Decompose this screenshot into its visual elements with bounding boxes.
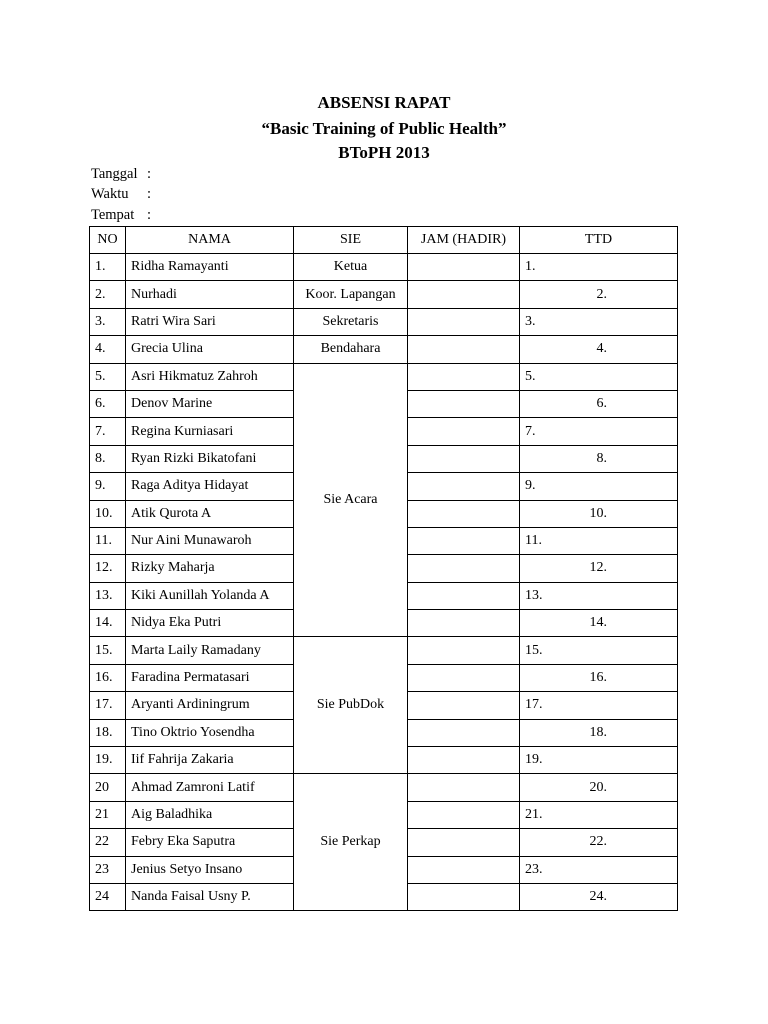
meta-separator: : (147, 186, 152, 202)
cell-no: 3. (90, 308, 126, 335)
cell-jam-hadir[interactable] (408, 418, 520, 445)
cell-ttd[interactable]: 20. (520, 774, 678, 801)
cell-jam-hadir[interactable] (408, 336, 520, 363)
cell-nama: Kiki Aunillah Yolanda A (126, 582, 294, 609)
cell-jam-hadir[interactable] (408, 582, 520, 609)
cell-no: 4. (90, 336, 126, 363)
cell-no: 8. (90, 445, 126, 472)
cell-ttd[interactable]: 14. (520, 610, 678, 637)
header-nama: NAMA (126, 227, 294, 254)
cell-nama: Nanda Faisal Usny P. (126, 883, 294, 910)
cell-ttd[interactable]: 19. (520, 747, 678, 774)
cell-jam-hadir[interactable] (408, 555, 520, 582)
cell-nama: Marta Laily Ramadany (126, 637, 294, 664)
cell-jam-hadir[interactable] (408, 254, 520, 281)
cell-no: 7. (90, 418, 126, 445)
cell-nama: Aig Baladhika (126, 801, 294, 828)
cell-nama: Aryanti Ardiningrum (126, 692, 294, 719)
cell-nama: Iif Fahrija Zakaria (126, 747, 294, 774)
cell-ttd[interactable]: 6. (520, 390, 678, 417)
meta-label: Tanggal (91, 166, 138, 182)
meta-waktu (91, 184, 151, 204)
cell-jam-hadir[interactable] (408, 500, 520, 527)
table-row (90, 363, 678, 390)
cell-sie: Sie Acara (294, 363, 408, 637)
cell-jam-hadir[interactable] (408, 747, 520, 774)
cell-jam-hadir[interactable] (408, 829, 520, 856)
cell-nama: Febry Eka Saputra (126, 829, 294, 856)
cell-ttd[interactable]: 4. (520, 336, 678, 363)
cell-jam-hadir[interactable] (408, 856, 520, 883)
cell-ttd[interactable]: 12. (520, 555, 678, 582)
cell-sie: Koor. Lapangan (294, 281, 408, 308)
cell-sie: Bendahara (294, 336, 408, 363)
cell-no: 18. (90, 719, 126, 746)
cell-jam-hadir[interactable] (408, 308, 520, 335)
cell-no: 2. (90, 281, 126, 308)
cell-ttd[interactable]: 10. (520, 500, 678, 527)
event-name: BToPH 2013 (338, 143, 430, 162)
cell-ttd[interactable]: 1. (520, 254, 678, 281)
cell-nama: Tino Oktrio Yosendha (126, 719, 294, 746)
attendance-table (89, 226, 678, 911)
cell-jam-hadir[interactable] (408, 637, 520, 664)
cell-ttd[interactable]: 3. (520, 308, 678, 335)
cell-nama: Ridha Ramayanti (126, 254, 294, 281)
cell-nama: Nurhadi (126, 281, 294, 308)
cell-no: 13. (90, 582, 126, 609)
cell-jam-hadir[interactable] (408, 527, 520, 554)
cell-no: 6. (90, 390, 126, 417)
meta-separator: : (147, 166, 152, 182)
cell-no: 19. (90, 747, 126, 774)
cell-nama: Ahmad Zamroni Latif (126, 774, 294, 801)
meta-tanggal (91, 164, 151, 184)
cell-jam-hadir[interactable] (408, 363, 520, 390)
cell-ttd[interactable]: 11. (520, 527, 678, 554)
cell-no: 23 (90, 856, 126, 883)
table-row (90, 637, 678, 664)
cell-no: 20 (90, 774, 126, 801)
cell-jam-hadir[interactable] (408, 692, 520, 719)
cell-ttd[interactable]: 22. (520, 829, 678, 856)
cell-ttd[interactable]: 17. (520, 692, 678, 719)
cell-nama: Regina Kurniasari (126, 418, 294, 445)
table-body (90, 254, 678, 911)
cell-jam-hadir[interactable] (408, 610, 520, 637)
cell-nama: Ratri Wira Sari (126, 308, 294, 335)
cell-ttd[interactable]: 18. (520, 719, 678, 746)
cell-ttd[interactable]: 24. (520, 883, 678, 910)
table-row (90, 336, 678, 363)
header-ttd: TTD (520, 227, 678, 254)
cell-ttd[interactable]: 8. (520, 445, 678, 472)
cell-jam-hadir[interactable] (408, 719, 520, 746)
cell-ttd[interactable]: 5. (520, 363, 678, 390)
cell-no: 24 (90, 883, 126, 910)
cell-no: 16. (90, 664, 126, 691)
cell-no: 11. (90, 527, 126, 554)
cell-nama: Atik Qurota A (126, 500, 294, 527)
cell-jam-hadir[interactable] (408, 883, 520, 910)
cell-jam-hadir[interactable] (408, 801, 520, 828)
cell-nama: Nidya Eka Putri (126, 610, 294, 637)
meta-tempat (91, 205, 151, 225)
cell-no: 15. (90, 637, 126, 664)
table-row (90, 254, 678, 281)
cell-ttd[interactable]: 15. (520, 637, 678, 664)
cell-no: 10. (90, 500, 126, 527)
cell-jam-hadir[interactable] (408, 390, 520, 417)
cell-sie: Sekretaris (294, 308, 408, 335)
table-row (90, 774, 678, 801)
cell-no: 21 (90, 801, 126, 828)
cell-nama: Raga Aditya Hidayat (126, 473, 294, 500)
cell-no: 5. (90, 363, 126, 390)
cell-no: 1. (90, 254, 126, 281)
cell-nama: Ryan Rizki Bikatofani (126, 445, 294, 472)
cell-sie: Sie Perkap (294, 774, 408, 911)
cell-ttd[interactable]: 7. (520, 418, 678, 445)
cell-jam-hadir[interactable] (408, 664, 520, 691)
cell-ttd[interactable]: 13. (520, 582, 678, 609)
cell-sie: Ketua (294, 254, 408, 281)
cell-jam-hadir[interactable] (408, 281, 520, 308)
cell-jam-hadir[interactable] (408, 774, 520, 801)
cell-ttd[interactable]: 23. (520, 856, 678, 883)
cell-nama: Jenius Setyo Insano (126, 856, 294, 883)
header-jam-hadir: JAM (HADIR) (408, 227, 520, 254)
cell-jam-hadir[interactable] (408, 473, 520, 500)
cell-sie: Sie PubDok (294, 637, 408, 774)
cell-ttd[interactable]: 2. (520, 281, 678, 308)
cell-nama: Grecia Ulina (126, 336, 294, 363)
meta-label: Waktu (91, 186, 129, 202)
cell-nama: Faradina Permatasari (126, 664, 294, 691)
table-row (90, 281, 678, 308)
meta-separator: : (147, 207, 152, 223)
cell-nama: Asri Hikmatuz Zahroh (126, 363, 294, 390)
cell-nama: Rizky Maharja (126, 555, 294, 582)
meta-label: Tempat (91, 207, 135, 223)
header-sie: SIE (294, 227, 408, 254)
cell-no: 12. (90, 555, 126, 582)
cell-no: 17. (90, 692, 126, 719)
cell-ttd[interactable]: 16. (520, 664, 678, 691)
cell-jam-hadir[interactable] (408, 445, 520, 472)
header-no: NO (90, 227, 126, 254)
document-title: ABSENSI RAPAT (317, 93, 451, 112)
cell-no: 22 (90, 829, 126, 856)
cell-ttd[interactable]: 9. (520, 473, 678, 500)
table-header-row (90, 227, 678, 254)
cell-no: 14. (90, 610, 126, 637)
cell-nama: Denov Marine (126, 390, 294, 417)
document-subtitle: “Basic Training of Public Health” (261, 119, 507, 138)
cell-no: 9. (90, 473, 126, 500)
cell-nama: Nur Aini Munawaroh (126, 527, 294, 554)
cell-ttd[interactable]: 21. (520, 801, 678, 828)
table-row (90, 308, 678, 335)
